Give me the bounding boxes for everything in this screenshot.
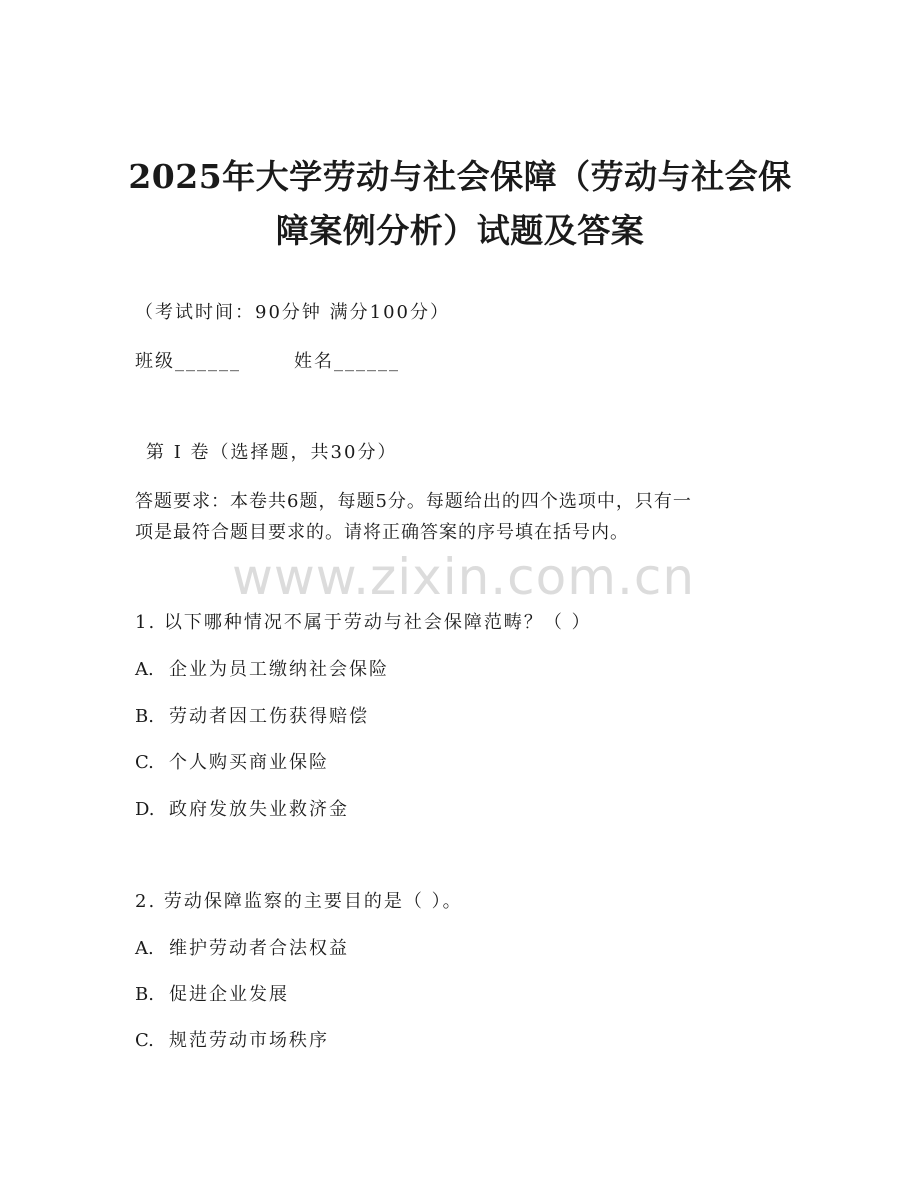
option-text: 促进企业发展 [169, 984, 289, 1005]
option-label: A. [135, 938, 154, 959]
option-label: D. [135, 799, 155, 820]
option-label: C. [135, 1030, 154, 1051]
option-label: B. [135, 706, 154, 727]
question-2-option-a [135, 936, 349, 962]
title-line-2: 障案例分析）试题及答案 [275, 211, 645, 250]
question-2-stem: 2. 劳动保障监察的主要目的是（ ）。 [135, 891, 463, 912]
question-1-option-b [135, 704, 369, 730]
title-line-1: 2025年大学劳动与社会保障（劳动与社会保 [128, 157, 792, 196]
option-text: 政府发放失业救济金 [169, 799, 349, 820]
section-heading: 第 I 卷（选择题，共30分） [146, 442, 398, 463]
instructions-line-1: 答题要求：本卷共6题，每题5分。每题给出的四个选项中，只有一 [135, 491, 692, 512]
question-1-option-c [135, 750, 329, 776]
option-text: 企业为员工缴纳社会保险 [169, 659, 389, 680]
section-instructions [135, 486, 775, 548]
class-field: 班级______ [135, 351, 241, 372]
document-title [100, 150, 820, 258]
question-1-stem: 1. 以下哪种情况不属于劳动与社会保障范畴？（ ） [135, 612, 592, 633]
option-label: C. [135, 752, 154, 773]
exam-info: （考试时间：90分钟 满分100分） [135, 302, 450, 323]
option-text: 维护劳动者合法权益 [169, 938, 349, 959]
option-text: 个人购买商业保险 [169, 752, 329, 773]
instructions-line-2: 项是最符合题目要求的。请将正确答案的序号填在括号内。 [135, 522, 629, 543]
option-text: 劳动者因工伤获得赔偿 [169, 706, 369, 727]
question-1-option-d [135, 797, 349, 823]
question-2-option-c [135, 1028, 329, 1054]
question-2-option-b [135, 982, 289, 1008]
option-text: 规范劳动市场秩序 [169, 1030, 329, 1051]
name-field: 姓名______ [294, 351, 400, 372]
option-label: B. [135, 984, 154, 1005]
option-label: A. [135, 659, 154, 680]
question-1-option-a [135, 657, 389, 683]
watermark: www.zixin.com.cn [232, 548, 696, 606]
